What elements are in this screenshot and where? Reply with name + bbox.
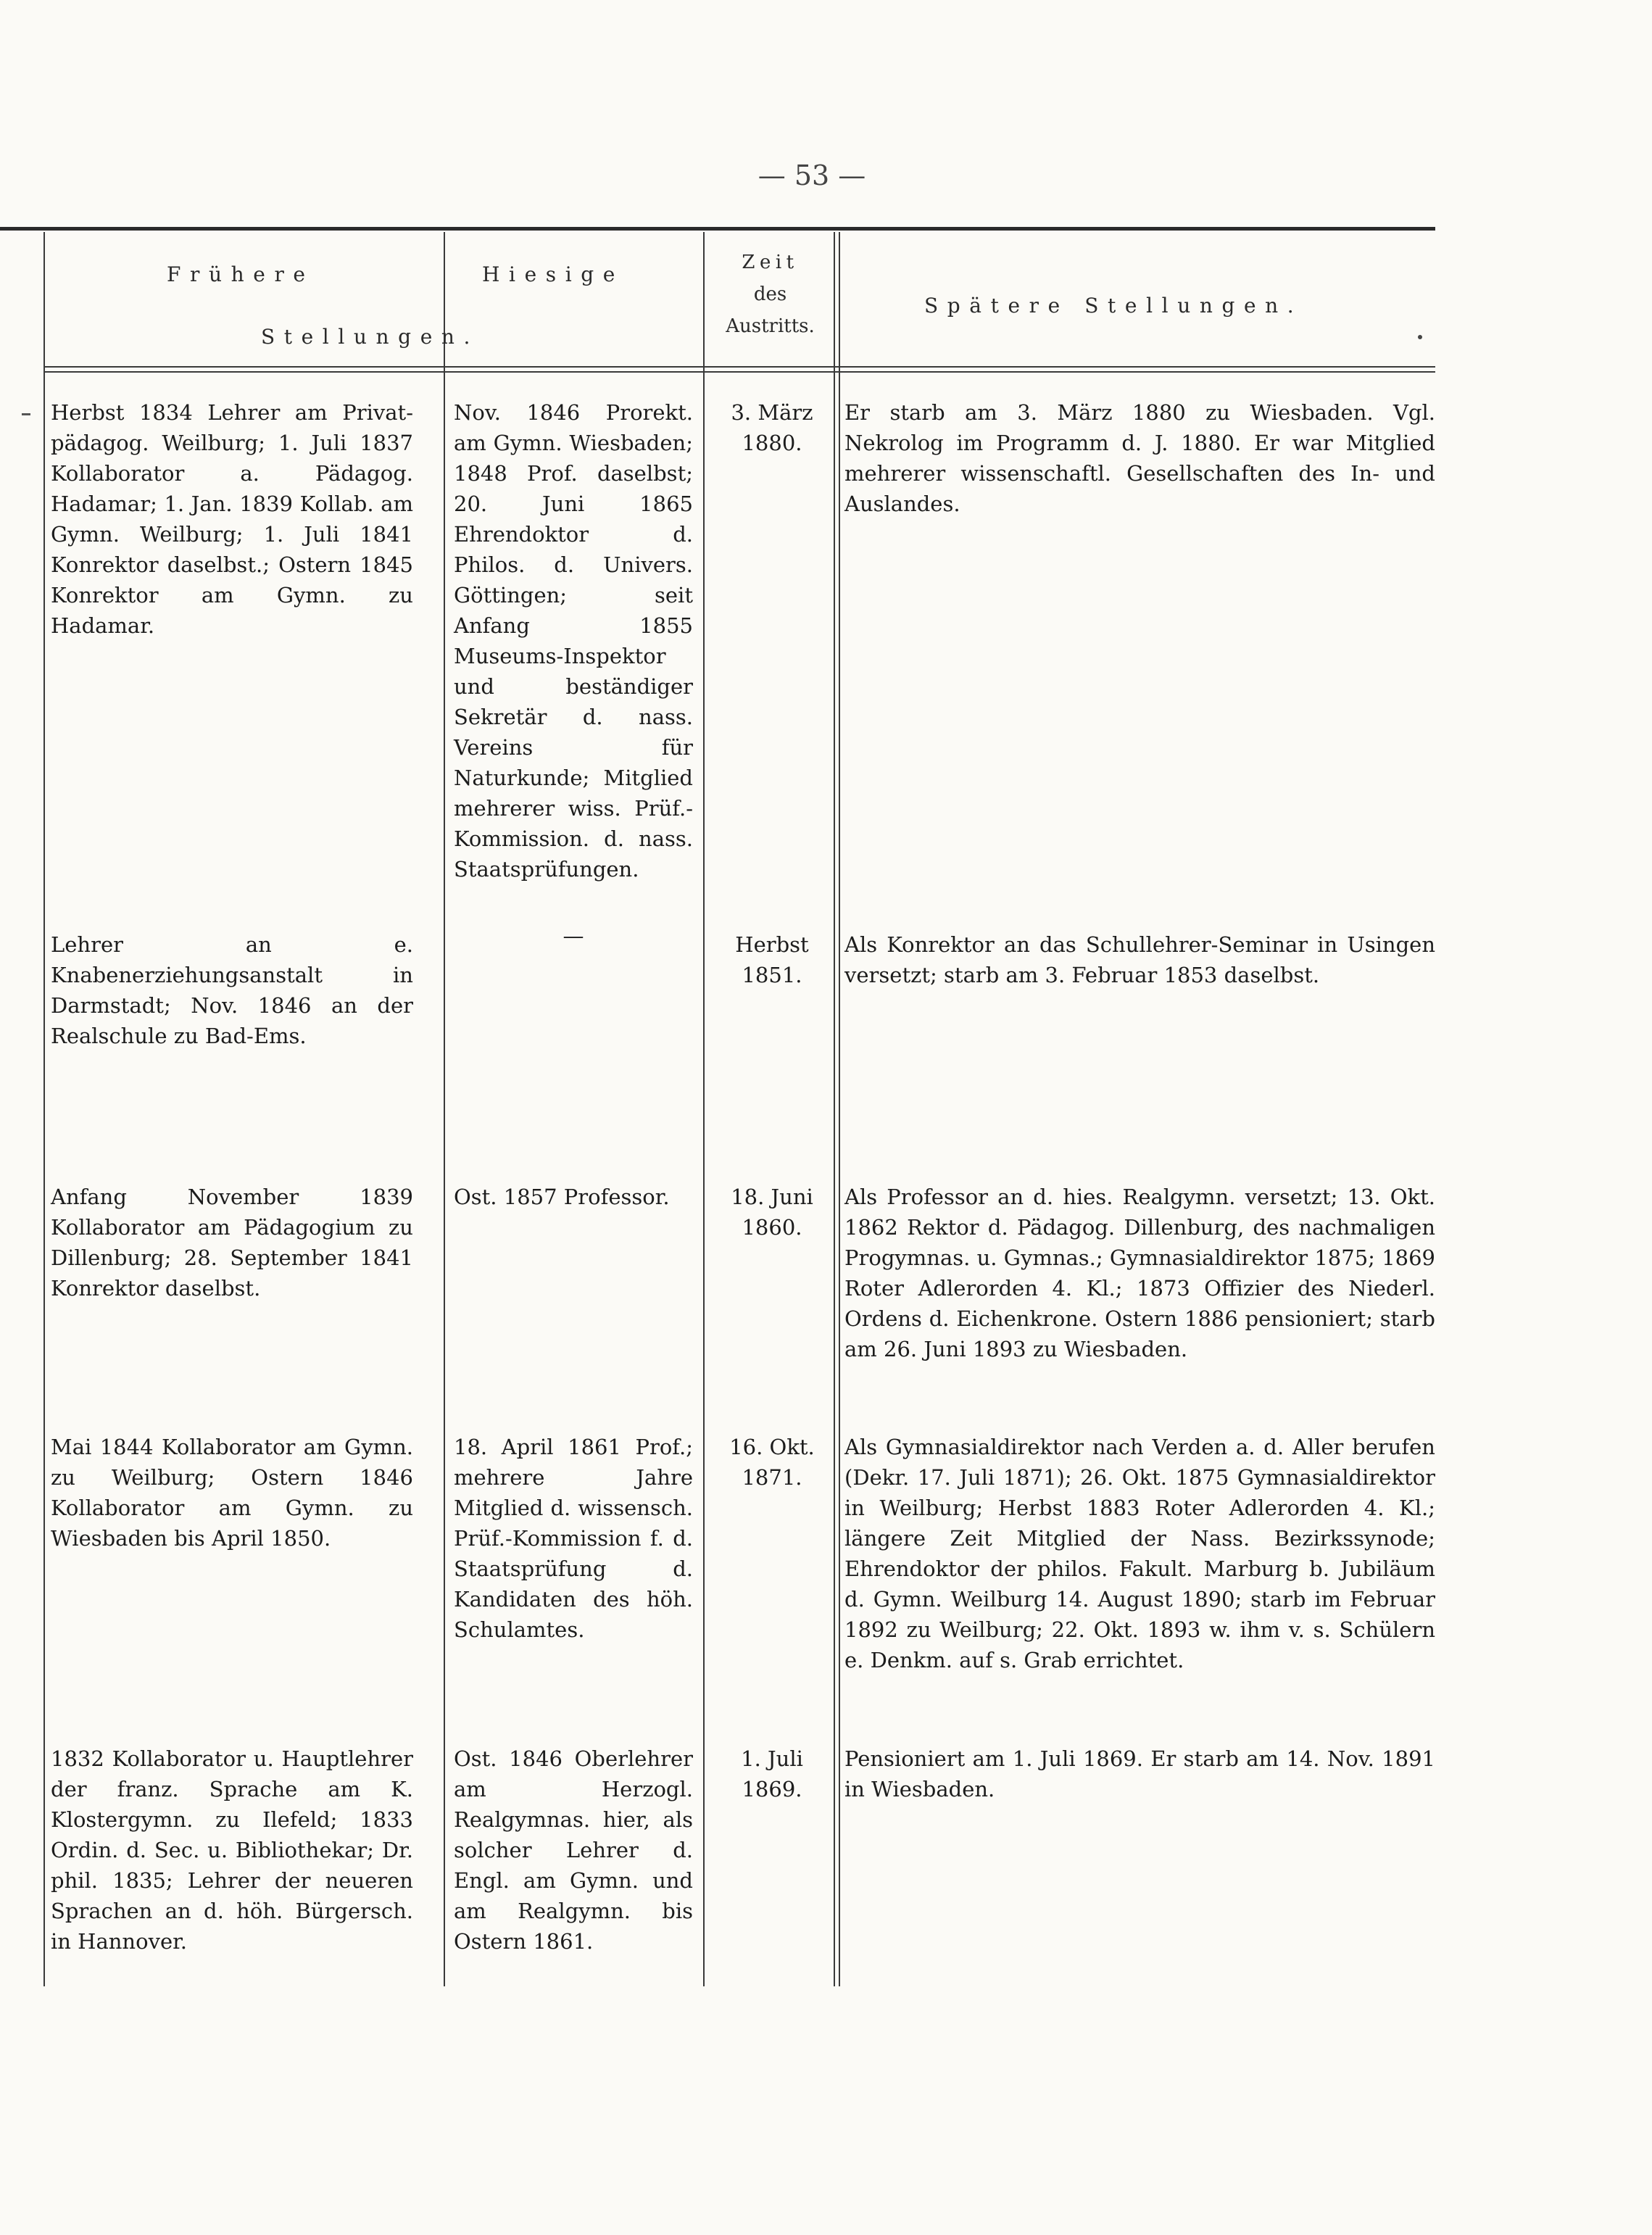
header-zeit: Zeit <box>742 252 799 273</box>
row-1-hiesige-stellungen: Nov. 1846 Prorekt. am Gymn. Wiesbaden; 1848 Prof. daselbst; 20. Juni 1865 Ehrendoktor d. Philos. d. Univers. Göttingen; seit Anfang 1855 Museums-Inspektor und beständiger Sekretär d. nass. Vereins für Naturkunde; Mitglied mehrerer wiss. Prüf.-Kommission. d. nass. Staatsprüfungen. <box>454 400 693 882</box>
row-2-zeit-des-austritts: Herbst 1851. <box>735 932 809 987</box>
row-1-zeit-des-austritts: 3. März 1880. <box>731 400 813 455</box>
header-austritts: Austritts. <box>726 315 815 337</box>
row-4-spaetere-stellungen: Als Gymnasialdirektor nach Verden a. d. Aller berufen (Dekr. 17. Juli 1871); 26. Okt. 1875 Gymnasialdirektor in Weilburg; Herbst 1883 Roter Adlerorden 4. Kl.; längere Zeit Mitglied der Nass. Bezirkssynode; Ehrendoktor der philos. Fakult. Marburg b. Jubiläum d. Gymn. Weilburg 14. August 1890; starb im Februar 1892 zu Weilburg; 22. Okt. 1893 w. ihm v. s. Schülern e. Denkm. auf s. Grab errichtet. <box>844 1435 1435 1672</box>
header-zeit-des-austritts <box>707 246 834 342</box>
row-5-spaetere-stellungen: Pensioniert am 1. Juli 1869. Er starb am 14. Nov. 1891 in Wiesbaden. <box>844 1746 1435 1801</box>
row-2-hiesige-stellungen: — <box>563 924 584 948</box>
header-stellungen: Stellungen. <box>261 325 480 349</box>
row-3-fruehere-stellungen: Anfang November 1839 Kollaborator am Pädagogium zu Dillenburg; 28. September 1841 Konrektor daselbst. <box>51 1185 413 1301</box>
header-bottom-rule <box>43 366 1435 368</box>
column-rule-zeit-spaeter-double <box>839 232 840 1986</box>
table-top-rule <box>0 227 1435 231</box>
header-bottom-rule-double <box>43 371 1435 373</box>
column-rule-frueher-hiesig <box>444 232 445 1986</box>
ink-speck <box>1418 335 1422 339</box>
row-4-zeit-des-austritts: 16. Okt. 1871. <box>729 1435 815 1490</box>
column-rule-hiesig-zeit <box>703 232 705 1986</box>
margin-mark <box>22 413 30 415</box>
row-1-spaetere-stellungen: Er starb am 3. März 1880 zu Wiesbaden. Vgl. Nekrolog im Programm d. J. 1880. Er war Mitglied mehrerer wissenschaftl. Gesellschaften des In- und Auslandes. <box>844 400 1435 516</box>
row-3-zeit-des-austritts: 18. Juni 1860. <box>731 1185 813 1240</box>
row-5-zeit-des-austritts: 1. Juli 1869. <box>741 1746 803 1801</box>
header-des: des <box>753 283 787 305</box>
row-4-hiesige-stellungen: 18. April 1861 Prof.; mehrere Jahre Mitglied d. wissensch. Prüf.-Kommission f. d. Staatsprüfung d. Kandidaten des höh. Schulamtes. <box>454 1435 693 1642</box>
column-rule-zeit-spaeter <box>834 232 835 1986</box>
row-3-hiesige-stellungen: Ost. 1857 Professor. <box>454 1185 670 1209</box>
header-hiesige: Hiesige <box>482 262 624 286</box>
row-1-fruehere-stellungen: Herbst 1834 Lehrer am Privat-pädagog. Weilburg; 1. Juli 1837 Kollaborator a. Pädagog. Hadamar; 1. Jan. 1839 Kollab. am Gymn. Weilburg; 1. Juli 1841 Konrektor daselbst.; Ostern 1845 Konrektor am Gymn. zu Hadamar. <box>51 400 413 638</box>
row-2-spaetere-stellungen: Als Konrektor an das Schullehrer-Seminar in Usingen versetzt; starb am 3. Februar 1853 daselbst. <box>844 932 1435 987</box>
row-5-fruehere-stellungen: 1832 Kollaborator u. Hauptlehrer der franz. Sprache am K. Klostergymn. zu Ilefeld; 1833 Ordin. d. Sec. u. Bibliothekar; Dr. phil. 1835; Lehrer der neueren Sprachen an d. höh. Bürgersch. in Hannover. <box>51 1746 413 1954</box>
row-2-fruehere-stellungen: Lehrer an e. Knabenerziehungsanstalt in Darmstadt; Nov. 1846 an der Realschule zu Bad-Ems. <box>51 932 413 1048</box>
header-frueher: Frühere <box>167 262 315 286</box>
header-spaetere-stellungen: Spätere Stellungen. <box>924 294 1303 318</box>
row-4-fruehere-stellungen: Mai 1844 Kollaborator am Gymn. zu Weilburg; Ostern 1846 Kollaborator am Gymn. zu Wiesbaden bis April 1850. <box>51 1435 413 1551</box>
row-5-hiesige-stellungen: Ost. 1846 Oberlehrer am Herzogl. Realgymnas. hier, als solcher Lehrer d. Engl. am Gymn. und am Realgymn. bis Ostern 1861. <box>454 1746 693 1954</box>
page-number: — 53 — <box>757 159 866 191</box>
column-rule-left <box>43 232 45 1986</box>
row-3-spaetere-stellungen: Als Professor an d. hies. Realgymn. versetzt; 13. Okt. 1862 Rektor d. Pädagog. Dillenburg, des nachmaligen Progymnas. u. Gymnas.; Gymnasialdirektor 1875; 1869 Roter Adlerorden 4. Kl.; 1873 Offizier des Niederl. Ordens d. Eichenkrone. Ostern 1886 pensioniert; starb am 26. Juni 1893 zu Wiesbaden. <box>844 1185 1435 1361</box>
